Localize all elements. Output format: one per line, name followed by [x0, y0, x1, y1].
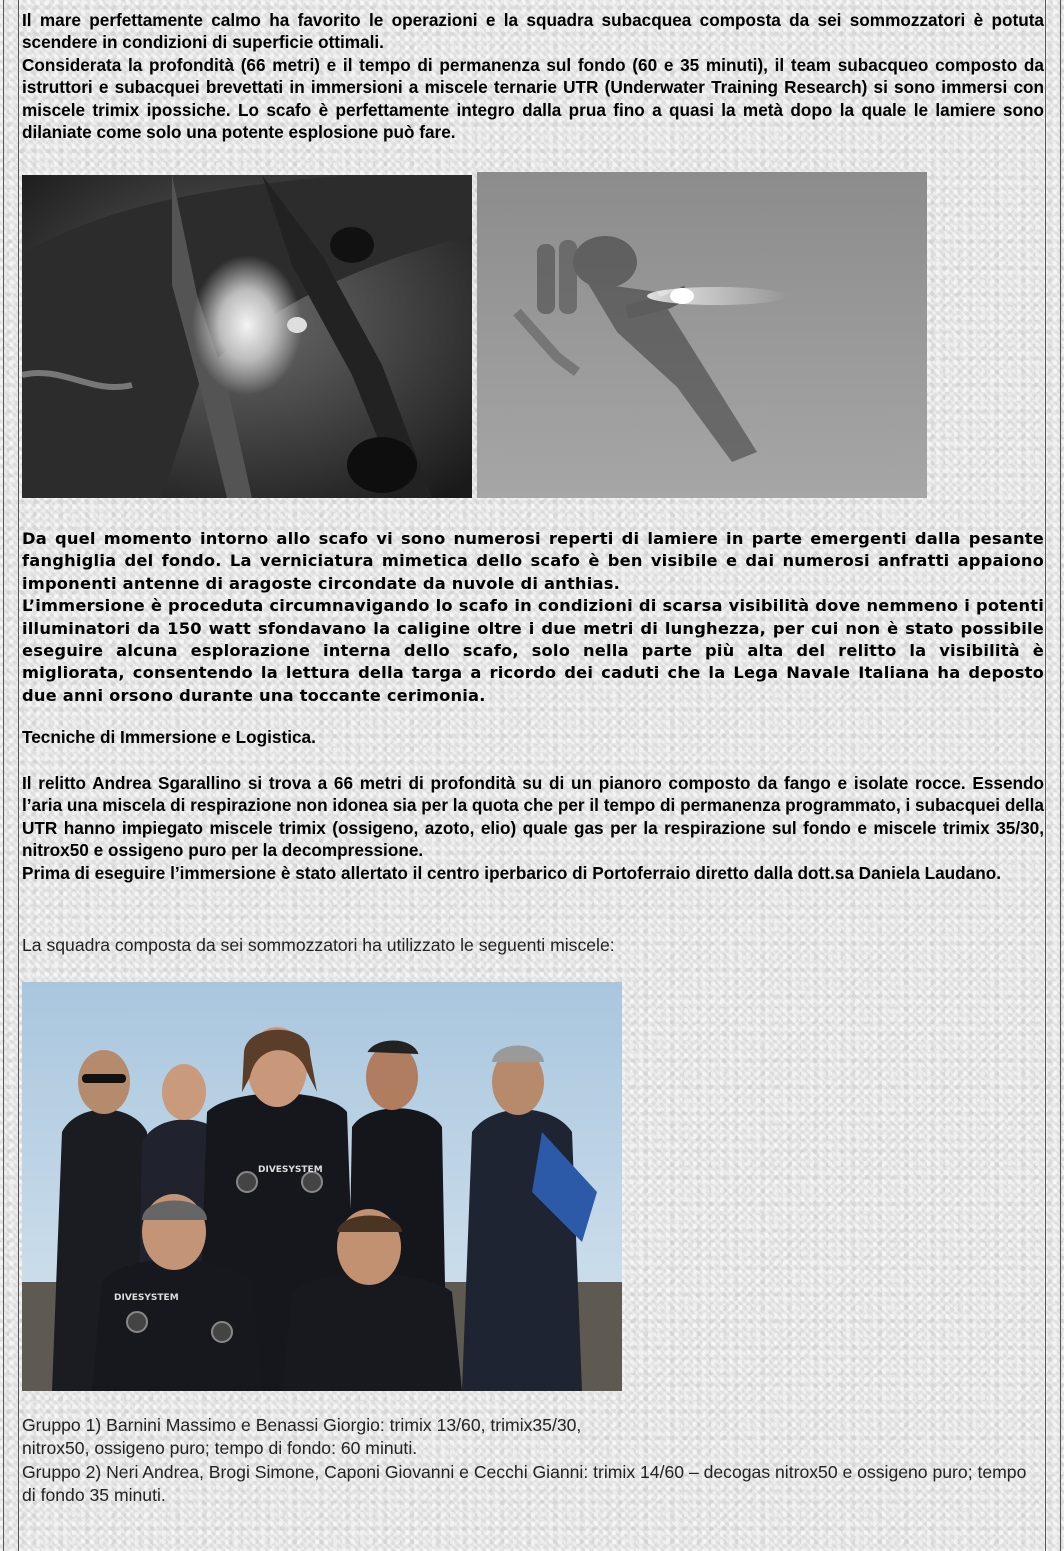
frame-border-left-inner	[18, 0, 19, 1551]
logistics-section	[22, 772, 1044, 884]
wreck-photo	[22, 175, 472, 498]
diver-photo	[477, 172, 927, 498]
section-title: Tecniche di Immersione e Logistica.	[22, 727, 316, 747]
group-1-line-2: nitrox50, ossigeno puro; tempo di fondo: 60 minuti.	[22, 1438, 418, 1459]
wreck-paragraph-1: Da quel momento intorno allo scafo vi sono numerosi reperti di lamiere in parte emergenti dalla pesante fanghiglia del fondo. La verniciatura mimetica dello scafo è ben visibile e dai numerosi anfratti appaiono imponenti antenne di aragoste circondate da nuvole di anthias.	[22, 529, 1044, 593]
intro-section	[22, 9, 1044, 143]
team-intro: La squadra composta da sei sommozzatori ha utilizzato le seguenti miscele:	[22, 935, 615, 955]
intro-paragraph-1: Il mare perfettamente calmo ha favorito le operazioni e la squadra subacquea composta da sei sommozzatori è potuta scendere in condizioni di superficie ottimali.	[22, 10, 1044, 53]
logistics-paragraph-1: Il relitto Andrea Sgarallino si trova a 66 metri di profondità su di un pianoro composto da fango e isolate rocce. Essendo l’aria una miscela di respirazione non idonea sia per la quota che per il tempo di permanenza programmato, i subacquei della UTR hanno impiegato miscele trimix (ossigeno, azoto, elio) quale gas per la respirazione sul fondo e miscele trimix 35/30, nitrox50 e ossigeno puro per la decompressione.	[22, 773, 1044, 861]
team-photo	[22, 982, 622, 1391]
wreck-section	[22, 528, 1044, 707]
frame-border-right-inner	[1045, 0, 1046, 1551]
frame-border-right-outer	[1060, 0, 1061, 1551]
wreck-paragraph-2: L’immersione è proceduta circumnavigando lo scafo in condizioni di scarsa visibilità dove nemmeno i potenti illuminatori da 150 watt sfondavano la caligine oltre i due metri di lunghezza, per cui non è stato possibile eseguire alcuna esplorazione interna dello scafo, solo nella parte più alta del relitto la visibilità è migliorata, consentendo la lettura della targa a ricordo dei caduti che la Lega Navale Italiana ha deposto due anni orsono durante una toccante cerimonia.	[22, 596, 1044, 705]
group-2: Gruppo 2) Neri Andrea, Brogi Simone, Caponi Giovanni e Cecchi Gianni: trimix 14/60 – decogas nitrox50 e ossigeno puro; tempo di fondo 35 minuti.	[22, 1461, 1027, 1506]
suit-logo-center: DIVESYSTEM	[258, 1165, 323, 1175]
suit-logo-front: DIVESYSTEM	[114, 1293, 179, 1303]
groups-section	[22, 1414, 1044, 1508]
group-1-line-1: Gruppo 1) Barnini Massimo e Benassi Giorgio: trimix 13/60, trimix35/30,	[22, 1415, 582, 1435]
logistics-paragraph-2: Prima di eseguire l’immersione è stato allertato il centro iperbarico di Portoferraio diretto dalla dott.sa Daniela Laudano.	[22, 862, 1001, 883]
intro-paragraph-2: Considerata la profondità (66 metri) e il tempo di permanenza sul fondo (60 e 35 minuti), il team subacqueo composto da istruttori e subacquei brevettati in immersioni a miscele ternarie UTR (Underwater Training Research) si sono immersi con miscele trimix ipossiche. Lo scafo è perfettamente integro dalla prua fino a quasi la metà dopo la quale le lamiere sono dilaniate come solo una potente esplosione può fare.	[22, 54, 1044, 143]
frame-border-left-outer	[3, 0, 4, 1551]
